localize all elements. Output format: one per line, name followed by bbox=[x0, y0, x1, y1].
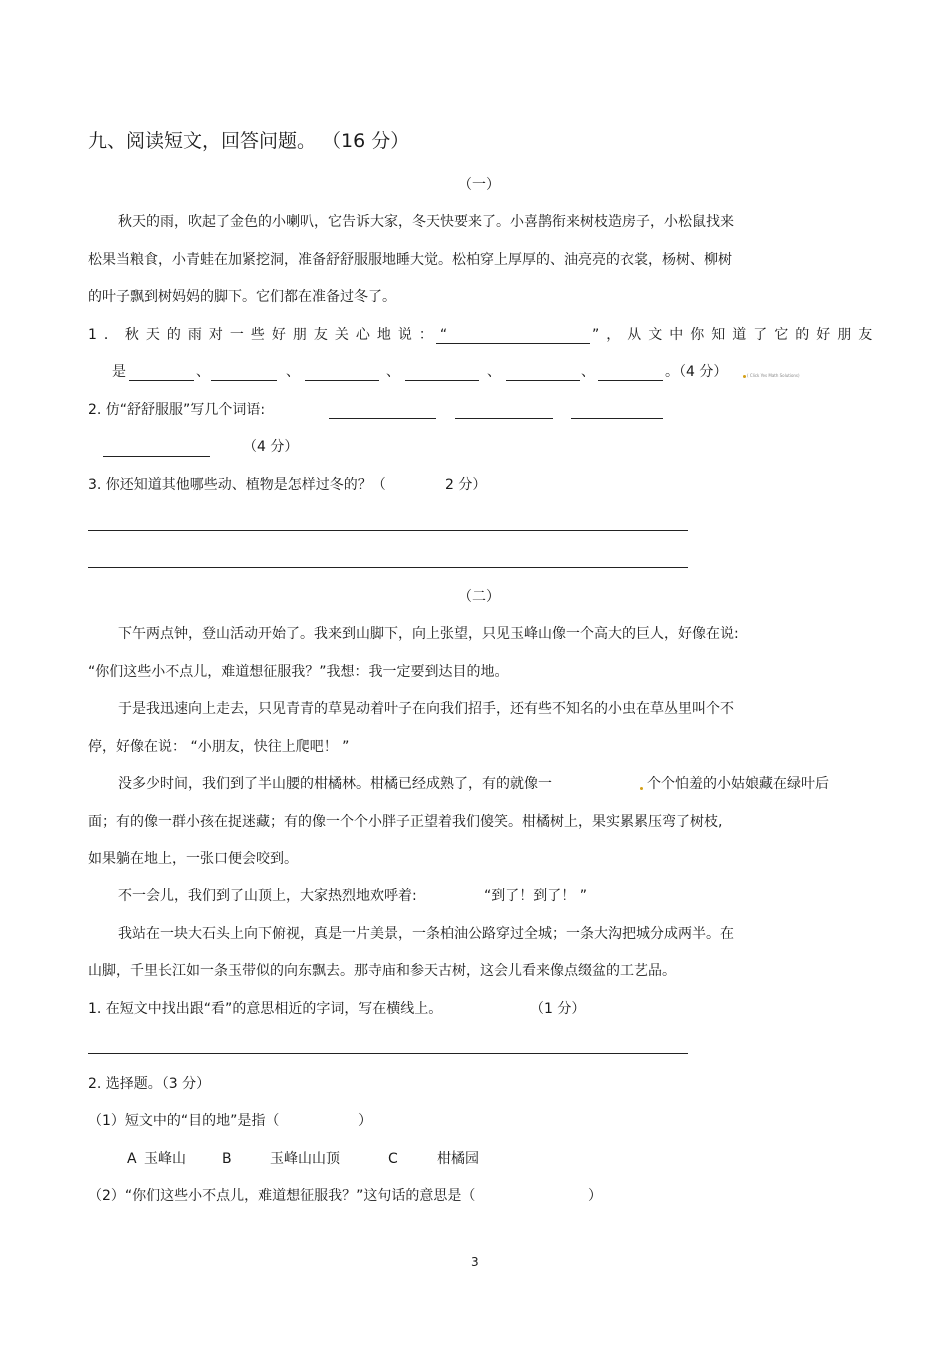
part2-paragraph-line: “到了！到了！ ” bbox=[484, 888, 587, 904]
friend-blank-5[interactable] bbox=[506, 380, 580, 381]
part2-paragraph-line: 没多少时间，我们到了半山腰的柑橘林。柑橘已经成熟了，有的就像一 bbox=[118, 776, 552, 792]
friend-blank-4[interactable] bbox=[405, 380, 479, 381]
word-blank-1[interactable] bbox=[329, 418, 436, 419]
part2-paragraph-line: 山脚，千里长江如一条玉带似的向东飘去。那寺庙和参天古树，这会儿看来像点缀盆的工艺品。 bbox=[88, 963, 676, 979]
answer-line-2[interactable] bbox=[88, 567, 688, 568]
part2-q2-2-text: （2）“你们这些小不点儿，难道想征服我？”这句话的意思是（ bbox=[88, 1188, 476, 1204]
part2-paragraph-line: 于是我迅速向上走去，只见青青的草晃动着叶子在向我们招手，还有些不知名的小虫在草丛里叫个不 bbox=[118, 701, 734, 717]
part2-paragraph-line: 我站在一块大石头上向下俯视，真是一片美景，一条柏油公路穿过全城；一条大沟把城分成两半。在 bbox=[118, 926, 734, 942]
part1-q1-suffix: ”，从文中你知道了它的好朋友 bbox=[592, 327, 880, 343]
part2-paragraph-line: 如果躺在地上，一张口便会咬到。 bbox=[88, 851, 298, 867]
part1-q1-end: 。（4 分） bbox=[665, 364, 728, 380]
separator: 、 bbox=[581, 364, 595, 380]
friend-blank-3[interactable] bbox=[305, 380, 379, 381]
section-title: 九、阅读短文，回答问题。 （16 分） bbox=[88, 130, 410, 152]
answer-line-3[interactable] bbox=[88, 1053, 688, 1054]
marker-dot bbox=[640, 787, 643, 790]
part2-q2-2-close: ） bbox=[588, 1188, 602, 1204]
part2-heading: （二） bbox=[458, 589, 500, 605]
separator: 、 bbox=[386, 364, 400, 380]
separator: 、 bbox=[487, 364, 501, 380]
friend-blank-1[interactable] bbox=[129, 380, 194, 381]
part1-paragraph-line: 松果当粮食，小青蛙在加紧挖洞，准备舒舒服服地睡大觉。松柏穿上厚厚的、油亮亮的衣裳，杨树、柳树 bbox=[88, 252, 732, 268]
part1-q3-score: 2 分） bbox=[445, 477, 487, 493]
option-b-label: B bbox=[222, 1151, 232, 1167]
part1-q2-text: 2. 仿“舒舒服服”写几个词语: bbox=[88, 402, 266, 418]
part1-q2-score: （4 分） bbox=[243, 439, 299, 455]
option-c-text[interactable]: 柑橘园 bbox=[437, 1151, 479, 1167]
part2-paragraph-line: 停，好像在说： “小朋友，快往上爬吧！ ” bbox=[88, 739, 350, 755]
word-blank-2[interactable] bbox=[455, 418, 553, 419]
marker-dot bbox=[743, 375, 746, 378]
option-a-label: A bbox=[127, 1151, 137, 1167]
part2-q2-text: 2. 选择题。（3 分） bbox=[88, 1076, 211, 1092]
part2-paragraph-line: 面；有的像一群小孩在捉迷藏；有的像一个个小胖子正望着我们傻笑。柑橘树上，果实累累压弯了树枝, bbox=[88, 814, 723, 830]
friend-blank-6[interactable] bbox=[598, 380, 663, 381]
part1-q1-prefix: 1．秋天的雨对一些好朋友关心地说：“ bbox=[88, 327, 455, 343]
separator: 、 bbox=[286, 364, 300, 380]
part2-paragraph-line: “你们这些小不点儿，难道想征服我？”我想：我一定要到达目的地。 bbox=[88, 664, 509, 680]
part1-paragraph-line: 的叶子飘到树妈妈的脚下。它们都在准备过冬了。 bbox=[88, 289, 396, 305]
part1-q3-text: 3. 你还知道其他哪些动、植物是怎样过冬的？（ bbox=[88, 477, 386, 493]
q1-quote-blank[interactable] bbox=[436, 343, 590, 344]
part1-q1-line2-prefix: 是 bbox=[112, 364, 126, 380]
answer-line-1[interactable] bbox=[88, 530, 688, 531]
part1-paragraph-line: 秋天的雨，吹起了金色的小喇叭，它告诉大家，冬天快要来了。小喜鹊衔来树枝造房子，小松鼠找来 bbox=[118, 214, 734, 230]
part2-paragraph-line: 个个怕羞的小姑娘藏在绿叶后 bbox=[647, 776, 829, 792]
part2-q2-1-text: （1）短文中的“目的地”是指（ bbox=[88, 1113, 280, 1129]
part2-paragraph-line: 不一会儿，我们到了山顶上，大家热烈地欢呼着: bbox=[118, 888, 417, 904]
part2-q1-text: 1. 在短文中找出跟“看”的意思相近的字词，写在横线上。 bbox=[88, 1001, 443, 1017]
option-c-label: C bbox=[388, 1151, 398, 1167]
part2-q2-1-close: ） bbox=[358, 1113, 372, 1129]
watermark-text: ( Click Yes Math Solutions) bbox=[747, 373, 800, 378]
friend-blank-2[interactable] bbox=[211, 380, 277, 381]
part2-q1-score: （1 分） bbox=[530, 1001, 586, 1017]
page-number: 3 bbox=[471, 1255, 479, 1269]
separator: 、 bbox=[196, 364, 210, 380]
part1-heading: （一） bbox=[458, 177, 500, 193]
option-a-text[interactable]: 玉峰山 bbox=[144, 1151, 186, 1167]
part2-paragraph-line: 下午两点钟，登山活动开始了。我来到山脚下，向上张望，只见玉峰山像一个高大的巨人，好像在说: bbox=[118, 626, 739, 642]
word-blank-3[interactable] bbox=[571, 418, 663, 419]
word-blank-4[interactable] bbox=[103, 456, 210, 457]
option-b-text[interactable]: 玉峰山山顶 bbox=[270, 1151, 340, 1167]
